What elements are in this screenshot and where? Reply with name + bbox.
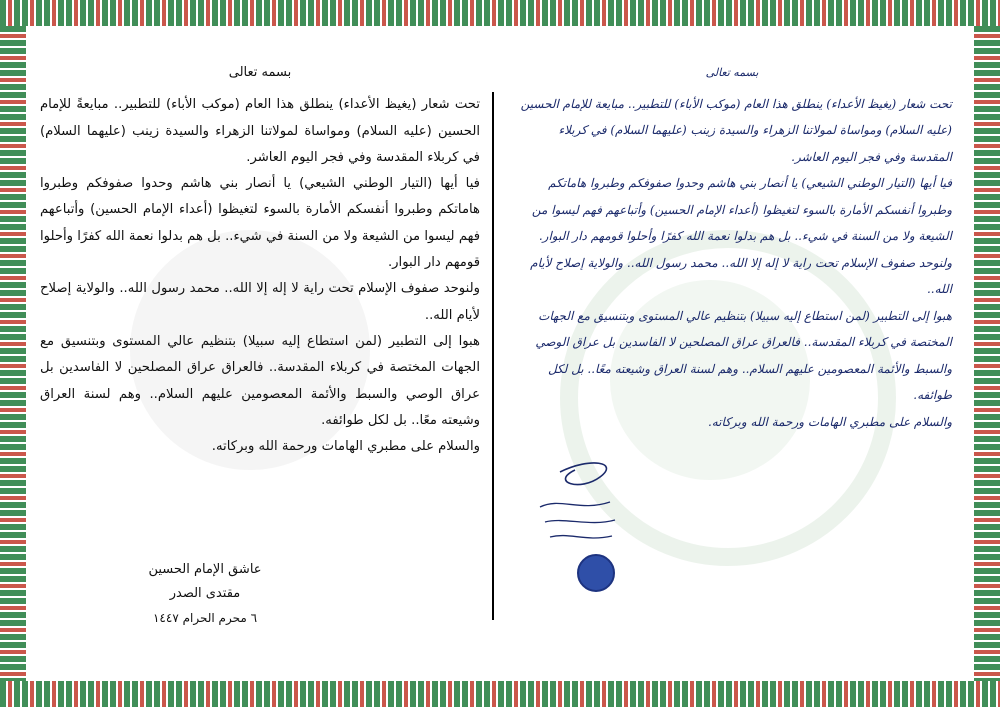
- printed-signature: [130, 558, 280, 630]
- seal-stamp: [577, 554, 615, 592]
- handwritten-paragraph-2: فيا أيها (التيار الوطني الشيعي) يا أنصار بني هاشم وحدوا صفوفكم وطبروا هاماتكم وطبروا أنفسكم الأمارة بالسوء لتغيظوا (أعداء الإمام الحسين) وأتباعهم فهم ليسوا من الشيعة ولا من السنة في شيء.. بل هم بدلوا نعمة الله كفرًا وأحلوا قومهم دار البوار.: [531, 176, 952, 243]
- printed-paragraph-2: فيا أيها (التيار الوطني الشيعي) يا أنصار بني هاشم وحدوا صفوفكم وطبروا هاماتكم وطبروا أنفسكم الأمارة بالسوء لتغيظوا (أعداء الإمام الحسين) وأتباعهم فهم ليسوا من الشيعة ولا من السنة في شيء.. بل هم بدلوا نعمة الله كفرًا وأحلوا قومهم دار البوار.: [40, 176, 480, 271]
- handwritten-paragraph-1: تحت شعار (يغيظ الأعداء) ينطلق هذا العام (موكب الأباء) للتطبير.. مبايعة للإمام الحسين (عليه السلام) ومواساة لمولاتنا الزهراء والسيدة زينب (عليهما السلام) في كربلاء المقدسة وفي فجر اليوم العاشر.: [520, 96, 952, 164]
- printed-paragraph-3: ولنوحد صفوف الإسلام تحت راية لا إله إلا الله.. محمد رسول الله.. والولاية إصلاح لأيام الله..: [40, 281, 480, 323]
- decorative-border-bottom: [0, 681, 1000, 707]
- printed-title: بسمه تعالى: [228, 65, 292, 80]
- printed-paragraph-1: تحت شعار (يغيظ الأعداء) ينطلق هذا العام (موكب الأباء) للتطبير.. مبايعةً للإمام الحسين (عليه السلام) ومواساة لمولاتنا الزهراء والسيدة زينب (عليهما السلام) في كربلاء المقدسة وفي فجر اليوم العاشر.: [40, 97, 480, 165]
- handwritten-paragraph-5: والسلام على مطبري الهامات ورحمة الله وبركاته.: [707, 414, 952, 429]
- handwritten-statement: [512, 60, 952, 435]
- column-divider: [492, 92, 494, 620]
- printed-paragraph-5: والسلام على مطبري الهامات ورحمة الله وبركاته.: [211, 439, 480, 455]
- printed-paragraph-4: هبوا إلى التطبير (لمن استطاع إليه سبيلا) بتنظيم عالي المستوى وبتنسيق مع الجهات المختصة في كربلاء المقدسة.. فالعراق عراق المصلحين لا الفاسدين بل عراق الوصي والسبط والأئمة المعصومين عليهم السلام.. وهم لسنة العراق وشيعته معًا.. بل لكل طوائفه.: [40, 333, 480, 428]
- handwritten-title: بسمه تعالى: [705, 66, 759, 79]
- printed-signature-line2: مقتدى الصدر: [169, 586, 241, 601]
- handwritten-paragraph-3: ولنوحد صفوف الإسلام تحت راية لا إله إلا الله.. محمد رسول الله.. والولاية إصلاح لأيام الله..: [530, 255, 952, 296]
- handwritten-paragraph-4: هبوا إلى التطبير (لمن استطاع إليه سبيلا) بتنظيم عالي المستوى وبتنسيق مع الجهات المختصة في كربلاء المقدسة.. فالعراق عراق المصلحين لا الفاسدين بل عراق الوصي والسبط والأئمة المعصومين عليهم السلام.. وهم لسنة العراق وشيعته معًا.. بل لكل طوائفه.: [535, 308, 952, 402]
- decorative-border-left: [0, 26, 26, 681]
- printed-signature-line1: عاشق الإمام الحسين: [148, 562, 262, 577]
- printed-statement: [40, 60, 480, 460]
- decorative-border-top: [0, 0, 1000, 26]
- decorative-border-right: [974, 26, 1000, 681]
- printed-signature-date: ٦ محرم الحرام ١٤٤٧: [152, 611, 258, 625]
